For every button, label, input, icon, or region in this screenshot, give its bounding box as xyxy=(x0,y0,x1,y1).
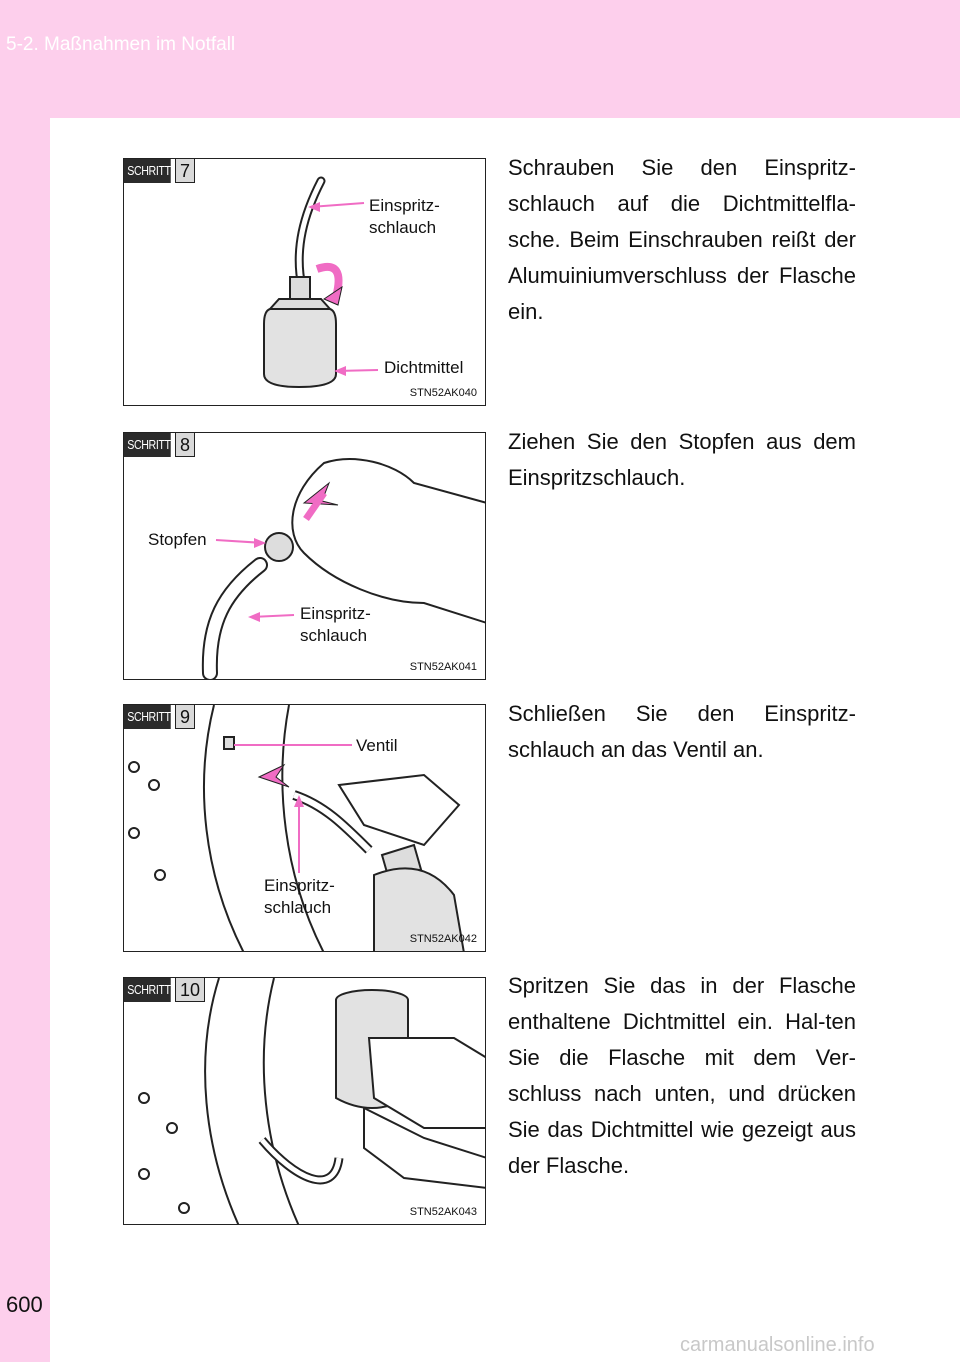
figure-code: STN52AK042 xyxy=(409,933,477,945)
step-10-text: Spritzen Sie das in der Flasche enthaltene Dichtmittel ein. Hal-ten Sie die Flasche mit dem Ver-schluss nach unten, und drücken Sie das Dichtmittel wie gezeigt aus der Flasche. xyxy=(508,973,856,1178)
step-badge: SCHRITT 8 xyxy=(124,433,195,457)
step-badge: SCHRITT 9 xyxy=(124,705,195,729)
sidebar-band xyxy=(0,118,50,1362)
step-9-figure xyxy=(123,704,486,952)
label-dichtmittel: Dichtmittel xyxy=(384,358,464,377)
watermark: carmanualsonline.info xyxy=(680,1334,875,1356)
page-number: 600 xyxy=(6,1292,43,1317)
figure-code: STN52AK040 xyxy=(409,387,477,399)
figure-code: STN52AK041 xyxy=(409,661,477,673)
figure-code: STN52AK043 xyxy=(409,1206,477,1218)
label-einspritzschlauch: Einspritz- schlauch xyxy=(369,196,440,237)
label-einspritzschlauch: Einspritz- schlauch xyxy=(264,876,335,917)
page-header xyxy=(0,0,960,118)
step-8-text: Ziehen Sie den Stopfen aus dem Einspritzschlauch. xyxy=(508,429,856,490)
step-9-text: Schließen Sie den Einspritz-schlauch an das Ventil an. xyxy=(508,701,856,762)
step-10-figure xyxy=(123,977,486,1225)
inject-illustration xyxy=(124,978,486,1225)
step-7-text: Schrauben Sie den Einspritz-schlauch auf die Dichtmittelfla-sche. Beim Einschrauben reißt der Alumuiniumverschluss der Flasche ein. xyxy=(508,155,856,324)
step-badge: SCHRITT 7 xyxy=(124,159,195,183)
step-7-figure xyxy=(123,158,486,406)
label-stopfen: Stopfen xyxy=(148,530,207,549)
section-title: 5-2. Maßnahmen im Notfall xyxy=(6,34,236,55)
step-badge: SCHRITT 10 xyxy=(124,978,205,1002)
label-einspritzschlauch: Einspritz- schlauch xyxy=(300,604,371,645)
step-8-figure xyxy=(123,432,486,680)
label-ventil: Ventil xyxy=(356,736,398,755)
